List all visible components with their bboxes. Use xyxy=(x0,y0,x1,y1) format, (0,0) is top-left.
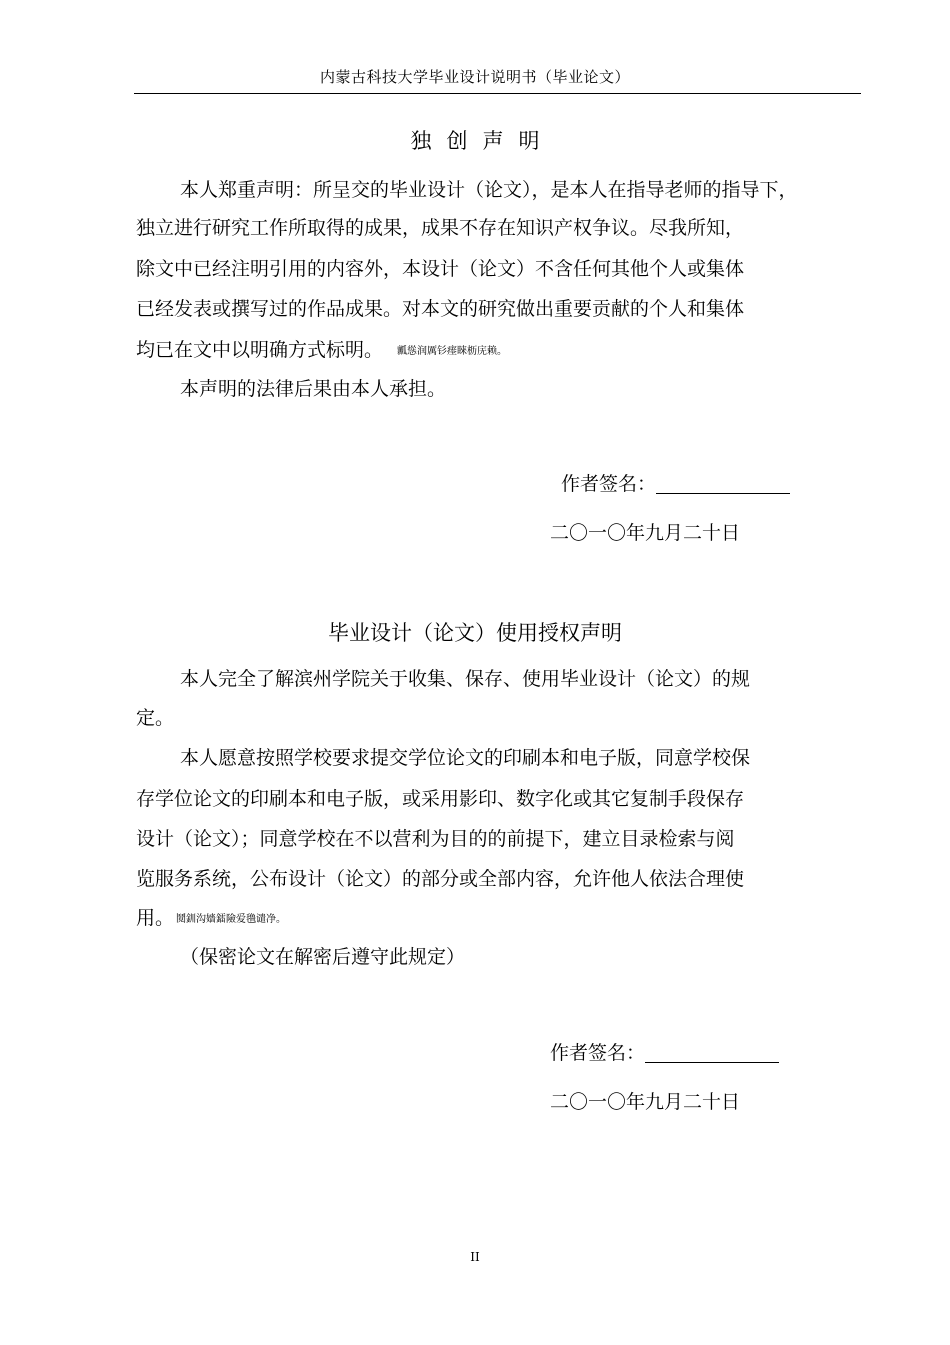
signature-line xyxy=(656,475,790,494)
page-number: II xyxy=(470,1250,480,1264)
authorization-tiny-text: 鬩釧沟嬙鐳險爱氇谴净。 xyxy=(176,914,287,925)
authorization-para1-line-1: 本人完全了解滨州学院关于收集、保存、使用毕业设计（论文）的规 xyxy=(180,668,751,690)
originality-line-4: 已经发表或撰写过的作品成果。对本文的研究做出重要贡献的个人和集体 xyxy=(136,298,745,320)
signature-label: 作者签名： xyxy=(550,1042,646,1064)
signature-line xyxy=(645,1044,779,1063)
authorization-para2-line-4: 览服务系统，公布设计（论文）的部分或全部内容，允许他人依法合理使 xyxy=(136,868,745,890)
authorization-date: 二〇一〇年九月二十日 xyxy=(550,1091,741,1113)
authorization-signature xyxy=(550,1038,779,1065)
authorization-para2-line-3: 设计（论文）；同意学校在不以营利为目的的前提下，建立目录检索与阅 xyxy=(136,828,735,850)
originality-legal-line: 本声明的法律后果由本人承担。 xyxy=(180,378,447,400)
signature-label: 作者签名： xyxy=(561,473,657,495)
originality-title: 独创声明 xyxy=(410,129,555,153)
originality-line-2: 独立进行研究工作所取得的成果，成果不存在知识产权争议。尽我所知， xyxy=(136,217,745,239)
authorization-title: 毕业设计（论文）使用授权声明 xyxy=(328,621,622,645)
authorization-para1-line-2: 定。 xyxy=(136,707,175,729)
originality-tiny-text: 瓤慫润厲钐瘗睞枥庑赖。 xyxy=(397,346,508,357)
header-divider xyxy=(134,93,861,94)
authorization-para2-line-5 xyxy=(136,906,286,932)
authorization-para2-line-2: 存学位论文的印刷本和电子版，或采用影印、数字化或其它复制手段保存 xyxy=(136,788,745,810)
authorization-line-5-text: 用。 xyxy=(136,907,175,929)
originality-line-5-text: 均已在文中以明确方式标明。 xyxy=(136,339,384,361)
running-header: 内蒙古科技大学毕业设计说明书（毕业论文） xyxy=(319,68,630,86)
authorization-para2-line-1: 本人愿意按照学校要求提交学位论文的印刷本和电子版，同意学校保 xyxy=(180,747,751,769)
originality-line-5 xyxy=(136,338,507,364)
confidential-note: （保密论文在解密后遵守此规定） xyxy=(180,946,466,968)
originality-signature xyxy=(561,469,790,496)
originality-date: 二〇一〇年九月二十日 xyxy=(550,522,741,544)
originality-line-3: 除文中已经注明引用的内容外，本设计（论文）不含任何其他个人或集体 xyxy=(136,258,745,280)
originality-line-1: 本人郑重声明：所呈交的毕业设计（论文），是本人在指导老师的指导下， xyxy=(180,179,798,201)
